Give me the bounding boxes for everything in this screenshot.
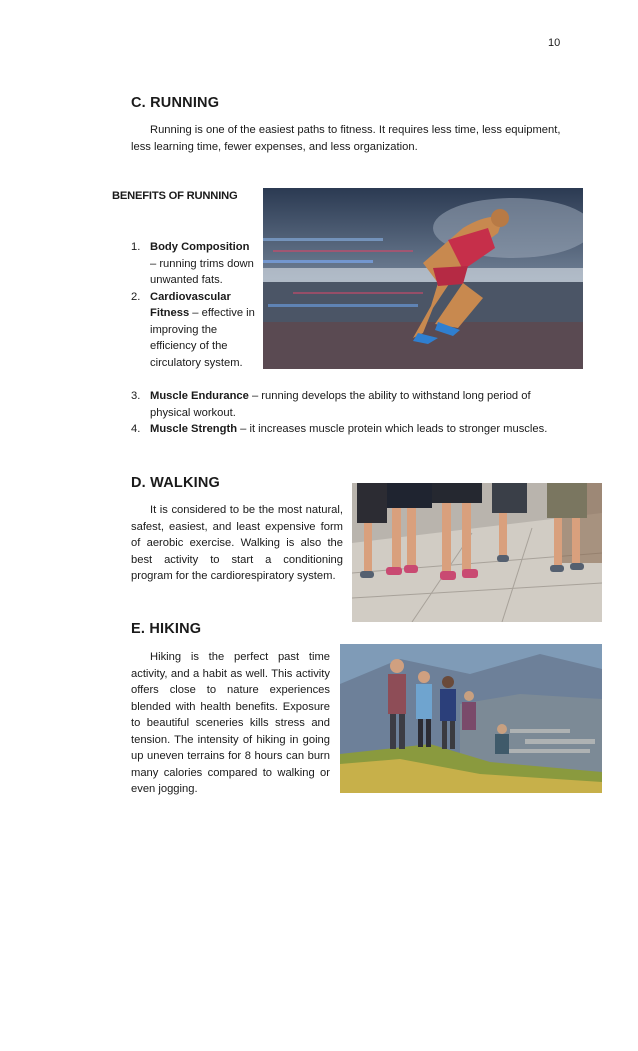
benefits-list-long: [131, 388, 571, 438]
benefit-item: 2. Cardiovascular Fitness – effective in improving the efficiency of the circulatory system.: [131, 290, 255, 369]
benefits-title: BENEFITS OF RUNNING: [112, 190, 238, 202]
walking-body: It is considered to be the most natural, safest, easiest, and least expensive form of aerobic exercise. Walking is also the best activity to start a conditioning program for the cardiorespiratory system.: [131, 504, 343, 582]
page-number: 10: [548, 37, 561, 49]
walking-heading: D. WALKING: [131, 475, 220, 491]
benefit-item: 3. Muscle Endurance – running develops the ability to withstand long period of physical workout.: [131, 390, 531, 419]
benefit-item: 1. Body Composition – running trims down unwanted fats.: [131, 241, 254, 286]
benefit-item: 4. Muscle Strength – it increases muscle protein which leads to stronger muscles.: [131, 423, 548, 435]
hiking-image: [340, 644, 602, 793]
running-heading: C. RUNNING: [131, 95, 220, 111]
benefits-list-short: [131, 239, 255, 371]
hiking-body: Hiking is the perfect past time activity, and a habit as well. This activity offers close to nature experiences blended with health benefits. Exposure to beautiful sceneries kills stress and tension. The intensity of hiking in going up uneven terrains for 8 hours can burn many calories compared to walking or even jogging.: [131, 651, 330, 795]
running-intro: Running is one of the easiest paths to fitness. It requires less time, less equipment, less learning time, fewer expenses, and less organization.: [131, 124, 561, 153]
runner-image: [263, 188, 583, 369]
walking-image: [352, 483, 602, 622]
hiking-heading: E. HIKING: [131, 621, 202, 637]
